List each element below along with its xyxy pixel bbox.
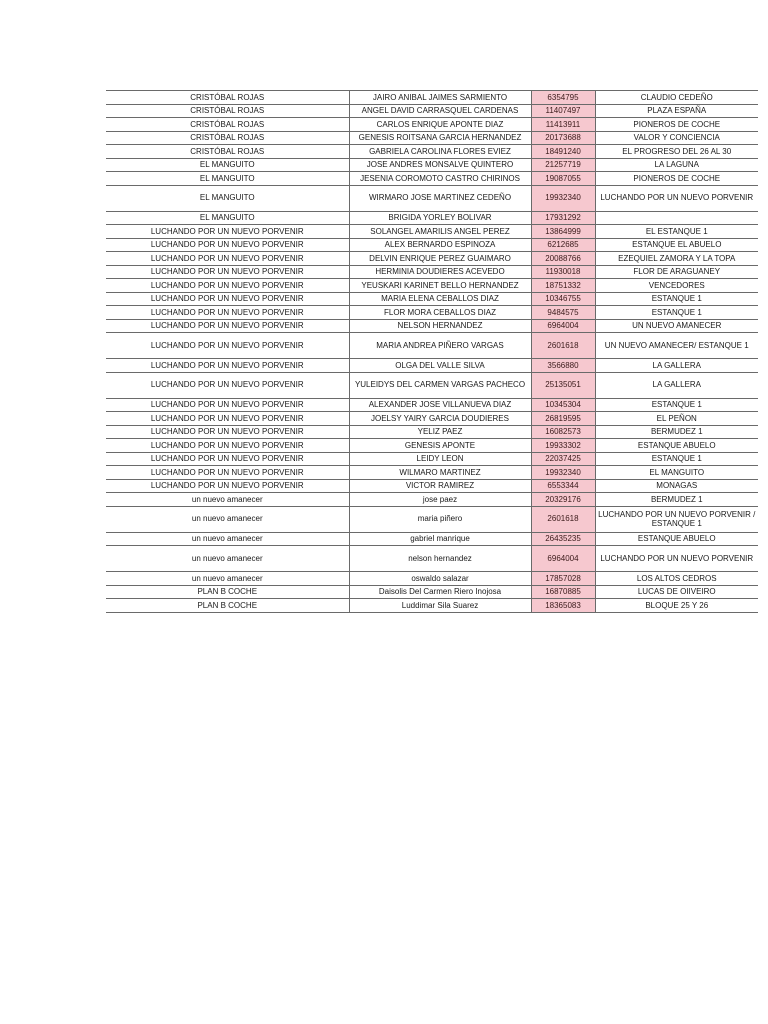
table-row — [106, 158, 758, 172]
sector-cell: LUCHANDO POR UN NUEVO PORVENIR — [106, 466, 349, 480]
name-cell: MARIA ANDREA PIÑERO VARGAS — [349, 333, 531, 359]
name-cell: SOLANGEL AMARILIS ANGEL PEREZ — [349, 225, 531, 239]
name-cell: JOSE ANDRES MONSALVE QUINTERO — [349, 158, 531, 172]
sector-cell: EL MANGUITO — [106, 172, 349, 186]
place-cell: PIONEROS DE COCHE — [595, 172, 758, 186]
place-cell: CLAUDIO CEDEÑO — [595, 91, 758, 105]
table-row — [106, 185, 758, 211]
name-cell: OLGA DEL VALLE SILVA — [349, 359, 531, 373]
id-cell: 6553344 — [531, 479, 595, 493]
table-row — [106, 493, 758, 507]
id-cell: 19087055 — [531, 172, 595, 186]
table-row — [106, 319, 758, 333]
name-cell: nelson hernandez — [349, 546, 531, 572]
id-cell: 20329176 — [531, 493, 595, 507]
name-cell: maria piñero — [349, 506, 531, 532]
place-cell: EL MANGUITO — [595, 466, 758, 480]
table-row — [106, 599, 758, 613]
sector-cell: LUCHANDO POR UN NUEVO PORVENIR — [106, 225, 349, 239]
name-cell: MARIA ELENA CEBALLOS DIAZ — [349, 292, 531, 306]
id-cell: 11413911 — [531, 118, 595, 132]
id-cell: 10346755 — [531, 292, 595, 306]
table-row — [106, 546, 758, 572]
sector-cell: un nuevo amanecer — [106, 506, 349, 532]
id-cell: 20173688 — [531, 131, 595, 145]
name-cell: DELVIN ENRIQUE PEREZ GUAIMARO — [349, 252, 531, 266]
place-cell: ESTANQUE EL ABUELO — [595, 238, 758, 252]
table-row — [106, 91, 758, 105]
id-cell: 6964004 — [531, 546, 595, 572]
table-row — [106, 585, 758, 599]
place-cell: BERMUDEZ 1 — [595, 425, 758, 439]
name-cell: CARLOS ENRIQUE APONTE DIAZ — [349, 118, 531, 132]
name-cell: GABRIELA CAROLINA FLORES EVIEZ — [349, 145, 531, 159]
sector-cell: CRISTÓBAL ROJAS — [106, 145, 349, 159]
table-row — [106, 452, 758, 466]
place-cell: ESTANQUE 1 — [595, 306, 758, 320]
sector-cell: LUCHANDO POR UN NUEVO PORVENIR — [106, 292, 349, 306]
place-cell: VALOR Y CONCIENCIA — [595, 131, 758, 145]
name-cell: ANGEL DAVID CARRASQUEL CARDENAS — [349, 104, 531, 118]
table-row — [106, 292, 758, 306]
place-cell: BERMUDEZ 1 — [595, 493, 758, 507]
sector-cell: LUCHANDO POR UN NUEVO PORVENIR — [106, 306, 349, 320]
sector-cell: un nuevo amanecer — [106, 493, 349, 507]
sector-cell: LUCHANDO POR UN NUEVO PORVENIR — [106, 425, 349, 439]
id-cell: 9484575 — [531, 306, 595, 320]
id-cell: 16870885 — [531, 585, 595, 599]
place-cell: LUCAS DE OIIVEIRO — [595, 585, 758, 599]
id-cell: 3566880 — [531, 359, 595, 373]
table-row — [106, 372, 758, 398]
table-row — [106, 131, 758, 145]
name-cell: Luddimar Sila Suarez — [349, 599, 531, 613]
place-cell: ESTANQUE 1 — [595, 398, 758, 412]
sector-cell: PLAN B COCHE — [106, 585, 349, 599]
name-cell: WILMARO MARTINEZ — [349, 466, 531, 480]
spreadsheet-table — [106, 90, 758, 613]
id-cell: 2601618 — [531, 506, 595, 532]
sector-cell: LUCHANDO POR UN NUEVO PORVENIR — [106, 319, 349, 333]
sector-cell: un nuevo amanecer — [106, 546, 349, 572]
place-cell: FLOR DE ARAGUANEY — [595, 265, 758, 279]
id-cell: 16082573 — [531, 425, 595, 439]
sector-cell: LUCHANDO POR UN NUEVO PORVENIR — [106, 452, 349, 466]
sector-cell: un nuevo amanecer — [106, 532, 349, 546]
id-cell: 6964004 — [531, 319, 595, 333]
sector-cell: un nuevo amanecer — [106, 572, 349, 586]
place-cell: LUCHANDO POR UN NUEVO PORVENIR — [595, 546, 758, 572]
id-cell: 25135051 — [531, 372, 595, 398]
place-cell: EL ESTANQUE 1 — [595, 225, 758, 239]
id-cell: 2601618 — [531, 333, 595, 359]
id-cell: 10345304 — [531, 398, 595, 412]
place-cell: LA GALLERA — [595, 359, 758, 373]
table-row — [106, 225, 758, 239]
table-row — [106, 306, 758, 320]
place-cell: VENCEDORES — [595, 279, 758, 293]
id-cell: 11407497 — [531, 104, 595, 118]
id-cell: 13864999 — [531, 225, 595, 239]
sector-cell: LUCHANDO POR UN NUEVO PORVENIR — [106, 398, 349, 412]
place-cell: LUCHANDO POR UN NUEVO PORVENIR — [595, 185, 758, 211]
id-cell: 20088766 — [531, 252, 595, 266]
sector-cell: LUCHANDO POR UN NUEVO PORVENIR — [106, 265, 349, 279]
place-cell: ESTANQUE ABUELO — [595, 532, 758, 546]
sector-cell: LUCHANDO POR UN NUEVO PORVENIR — [106, 279, 349, 293]
place-cell: UN NUEVO AMANECER/ ESTANQUE 1 — [595, 333, 758, 359]
name-cell: jose paez — [349, 493, 531, 507]
table-row — [106, 118, 758, 132]
id-cell: 26819595 — [531, 412, 595, 426]
id-cell: 18365083 — [531, 599, 595, 613]
name-cell: JESENIA COROMOTO CASTRO CHIRINOS — [349, 172, 531, 186]
table-row — [106, 479, 758, 493]
place-cell: ESTANQUE ABUELO — [595, 439, 758, 453]
table-row — [106, 265, 758, 279]
name-cell: LEIDY LEON — [349, 452, 531, 466]
id-cell: 6354795 — [531, 91, 595, 105]
sector-cell: EL MANGUITO — [106, 211, 349, 225]
place-cell: BLOQUE 25 Y 26 — [595, 599, 758, 613]
sector-cell: CRISTÓBAL ROJAS — [106, 104, 349, 118]
place-cell: EL PEÑON — [595, 412, 758, 426]
table-row — [106, 412, 758, 426]
place-cell: LA GALLERA — [595, 372, 758, 398]
table-row — [106, 439, 758, 453]
table-row — [106, 466, 758, 480]
id-cell: 18491240 — [531, 145, 595, 159]
sector-cell: CRISTÓBAL ROJAS — [106, 91, 349, 105]
name-cell: ALEX BERNARDO ESPINOZA — [349, 238, 531, 252]
table-row — [106, 145, 758, 159]
id-cell: 19933302 — [531, 439, 595, 453]
id-cell: 17931292 — [531, 211, 595, 225]
table-row — [106, 279, 758, 293]
sector-cell: LUCHANDO POR UN NUEVO PORVENIR — [106, 252, 349, 266]
id-cell: 6212685 — [531, 238, 595, 252]
name-cell: WIRMARO JOSE MARTINEZ CEDEÑO — [349, 185, 531, 211]
place-cell: PLAZA ESPAÑA — [595, 104, 758, 118]
table-row — [106, 359, 758, 373]
table-row — [106, 398, 758, 412]
name-cell: BRIGIDA YORLEY BOLIVAR — [349, 211, 531, 225]
table-row — [106, 425, 758, 439]
table-row — [106, 238, 758, 252]
id-cell: 21257719 — [531, 158, 595, 172]
place-cell: LUCHANDO POR UN NUEVO PORVENIR / ESTANQUE 1 — [595, 506, 758, 532]
table-row — [106, 211, 758, 225]
table-row — [106, 572, 758, 586]
id-cell: 26435235 — [531, 532, 595, 546]
name-cell: YELIZ PAEZ — [349, 425, 531, 439]
sector-cell: LUCHANDO POR UN NUEVO PORVENIR — [106, 333, 349, 359]
sector-cell: LUCHANDO POR UN NUEVO PORVENIR — [106, 372, 349, 398]
sector-cell: LUCHANDO POR UN NUEVO PORVENIR — [106, 439, 349, 453]
place-cell — [595, 211, 758, 225]
sector-cell: CRISTÓBAL ROJAS — [106, 118, 349, 132]
name-cell: FLOR MORA CEBALLOS DIAZ — [349, 306, 531, 320]
name-cell: gabriel manrique — [349, 532, 531, 546]
name-cell: VICTOR RAMIREZ — [349, 479, 531, 493]
id-cell: 11930018 — [531, 265, 595, 279]
sector-cell: EL MANGUITO — [106, 158, 349, 172]
id-cell: 18751332 — [531, 279, 595, 293]
id-cell: 19932340 — [531, 466, 595, 480]
place-cell: PIONEROS DE COCHE — [595, 118, 758, 132]
place-cell: UN NUEVO AMANECER — [595, 319, 758, 333]
table-row — [106, 252, 758, 266]
name-cell: GENESIS ROITSANA GARCIA HERNANDEZ — [349, 131, 531, 145]
id-cell: 17857028 — [531, 572, 595, 586]
table-row — [106, 333, 758, 359]
table-row — [106, 172, 758, 186]
sector-cell: CRISTÓBAL ROJAS — [106, 131, 349, 145]
place-cell: LOS ALTOS CEDROS — [595, 572, 758, 586]
sector-cell: LUCHANDO POR UN NUEVO PORVENIR — [106, 412, 349, 426]
id-cell: 22037425 — [531, 452, 595, 466]
sector-cell: LUCHANDO POR UN NUEVO PORVENIR — [106, 359, 349, 373]
sector-cell: LUCHANDO POR UN NUEVO PORVENIR — [106, 238, 349, 252]
name-cell: YULEIDYS DEL CARMEN VARGAS PACHECO — [349, 372, 531, 398]
name-cell: HERMINIA DOUDIERES ACEVEDO — [349, 265, 531, 279]
table-row — [106, 104, 758, 118]
name-cell: oswaldo salazar — [349, 572, 531, 586]
name-cell: NELSON HERNANDEZ — [349, 319, 531, 333]
name-cell: JOELSY YAIRY GARCIA DOUDIERES — [349, 412, 531, 426]
place-cell: EL PROGRESO DEL 26 AL 30 — [595, 145, 758, 159]
name-cell: Daisolis Del Carmen Riero Inojosa — [349, 585, 531, 599]
table-row — [106, 506, 758, 532]
place-cell: ESTANQUE 1 — [595, 452, 758, 466]
place-cell: LA LAGUNA — [595, 158, 758, 172]
table-row — [106, 532, 758, 546]
place-cell: MONAGAS — [595, 479, 758, 493]
place-cell: EZEQUIEL ZAMORA Y LA TOPA — [595, 252, 758, 266]
sector-cell: PLAN B COCHE — [106, 599, 349, 613]
place-cell: ESTANQUE 1 — [595, 292, 758, 306]
name-cell: ALEXANDER JOSE VILLANUEVA DIAZ — [349, 398, 531, 412]
id-cell: 19932340 — [531, 185, 595, 211]
name-cell: JAIRO ANIBAL JAIMES SARMIENTO — [349, 91, 531, 105]
name-cell: YEUSKARI KARINET BELLO HERNANDEZ — [349, 279, 531, 293]
table-body — [106, 91, 758, 613]
sector-cell: EL MANGUITO — [106, 185, 349, 211]
name-cell: GENESIS APONTE — [349, 439, 531, 453]
sector-cell: LUCHANDO POR UN NUEVO PORVENIR — [106, 479, 349, 493]
